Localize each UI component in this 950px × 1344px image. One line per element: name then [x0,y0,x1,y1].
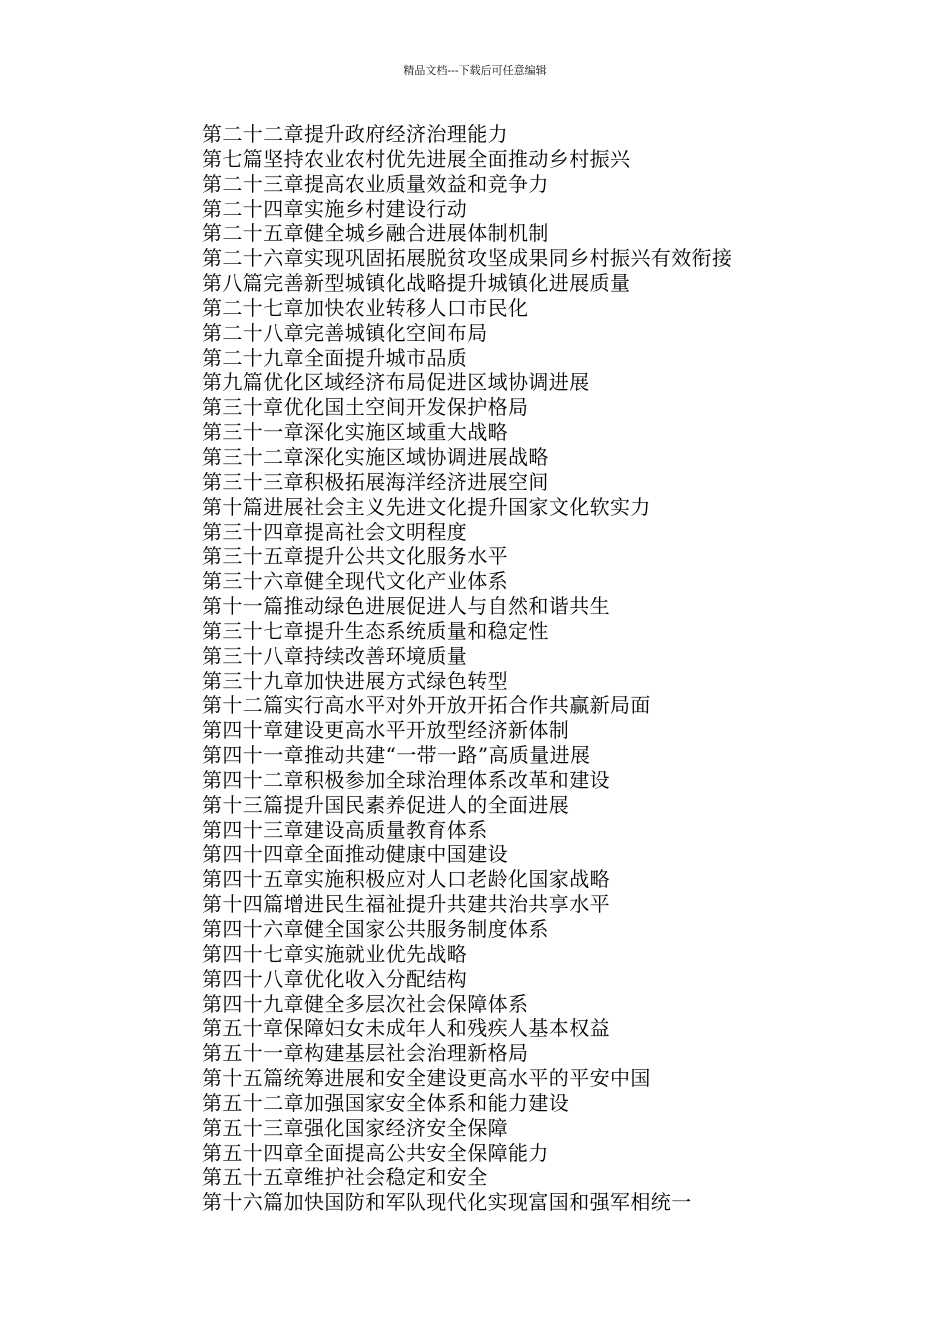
toc-line: 第十五篇统筹进展和安全建设更高水平的平安中国 [202,1066,651,1091]
toc-line: 第二十八章完善城镇化空间布局 [202,320,488,345]
toc-line: 第四十章建设更高水平开放型经济新体制 [202,718,570,743]
toc-line: 第二十七章加快农业转移人口市民化 [202,295,529,320]
toc-line: 第十六篇加快国防和军队现代化实现富国和强军相统一 [202,1190,692,1215]
toc-line: 第三十五章提升公共文化服务水平 [202,544,508,569]
toc-line: 第四十一章推动共建“一带一路”高质量进展 [202,743,591,768]
toc-line: 第五十二章加强国家安全体系和能力建设 [202,1090,570,1115]
toc-line: 第二十二章提升政府经济治理能力 [202,122,508,146]
toc-line: 第四十三章建设高质量教育体系 [202,817,488,842]
toc-line: 第四十九章健全多层次社会保障体系 [202,991,529,1016]
toc-line: 第十篇进展社会主义先进文化提升国家文化软实力 [202,494,651,519]
toc-line: 第十二篇实行高水平对外开放开拓合作共赢新局面 [202,693,651,718]
toc-line: 第八篇完善新型城镇化战略提升城镇化进展质量 [202,271,631,296]
toc-line: 第三十四章提高社会文明程度 [202,519,468,544]
toc-line: 第十一篇推动绿色进展促进人与自然和谐共生 [202,594,610,619]
toc-line: 第七篇坚持农业农村优先进展全面推动乡村振兴 [202,146,631,171]
toc-line: 第二十五章健全城乡融合进展体制机制 [202,221,549,246]
toc-line: 第五十五章维护社会稳定和安全 [202,1165,488,1190]
toc-line: 第三十九章加快进展方式绿色转型 [202,668,508,693]
toc-line: 第九篇优化区域经济布局促进区域协调进展 [202,370,590,395]
toc-line: 第五十一章构建基层社会治理新格局 [202,1041,529,1066]
toc-line: 第二十六章实现巩固拓展脱贫攻坚成果同乡村振兴有效衔接 [202,246,733,271]
toc-line: 第二十四章实施乡村建设行动 [202,196,468,221]
toc-line: 第三十一章深化实施区域重大战略 [202,420,508,445]
table-of-contents [202,122,902,1215]
toc-line: 第五十三章强化国家经济安全保障 [202,1115,508,1140]
toc-line: 第三十三章积极拓展海洋经济进展空间 [202,469,549,494]
toc-line: 第三十二章深化实施区域协调进展战略 [202,444,549,469]
toc-line: 第五十四章全面提高公共安全保障能力 [202,1140,549,1165]
toc-line: 第二十九章全面提升城市品质 [202,345,468,370]
toc-line: 第三十七章提升生态系统质量和稳定性 [202,618,549,643]
toc-line: 第五十章保障妇女未成年人和残疾人基本权益 [202,1016,610,1041]
toc-line: 第四十二章积极参加全球治理体系改革和建设 [202,767,610,792]
toc-line: 第四十四章全面推动健康中国建设 [202,842,508,867]
toc-line: 第四十五章实施积极应对人口老龄化国家战略 [202,867,610,892]
toc-line: 第四十六章健全国家公共服务制度体系 [202,917,549,941]
toc-line: 第三十八章持续改善环境质量 [202,643,468,668]
toc-line: 第十四篇增进民生福祉提升共建共治共享水平 [202,892,610,917]
page-header: 精品文档---下载后可任意编辑 [403,64,547,77]
toc-line: 第十三篇提升国民素养促进人的全面进展 [202,792,570,817]
toc-line: 第二十三章提高农业质量效益和竞争力 [202,171,549,196]
toc-line: 第三十章优化国土空间开发保护格局 [202,395,529,420]
toc-line: 第三十六章健全现代文化产业体系 [202,569,508,594]
toc-line: 第四十七章实施就业优先战略 [202,941,468,966]
toc-line: 第四十八章优化收入分配结构 [202,966,468,991]
